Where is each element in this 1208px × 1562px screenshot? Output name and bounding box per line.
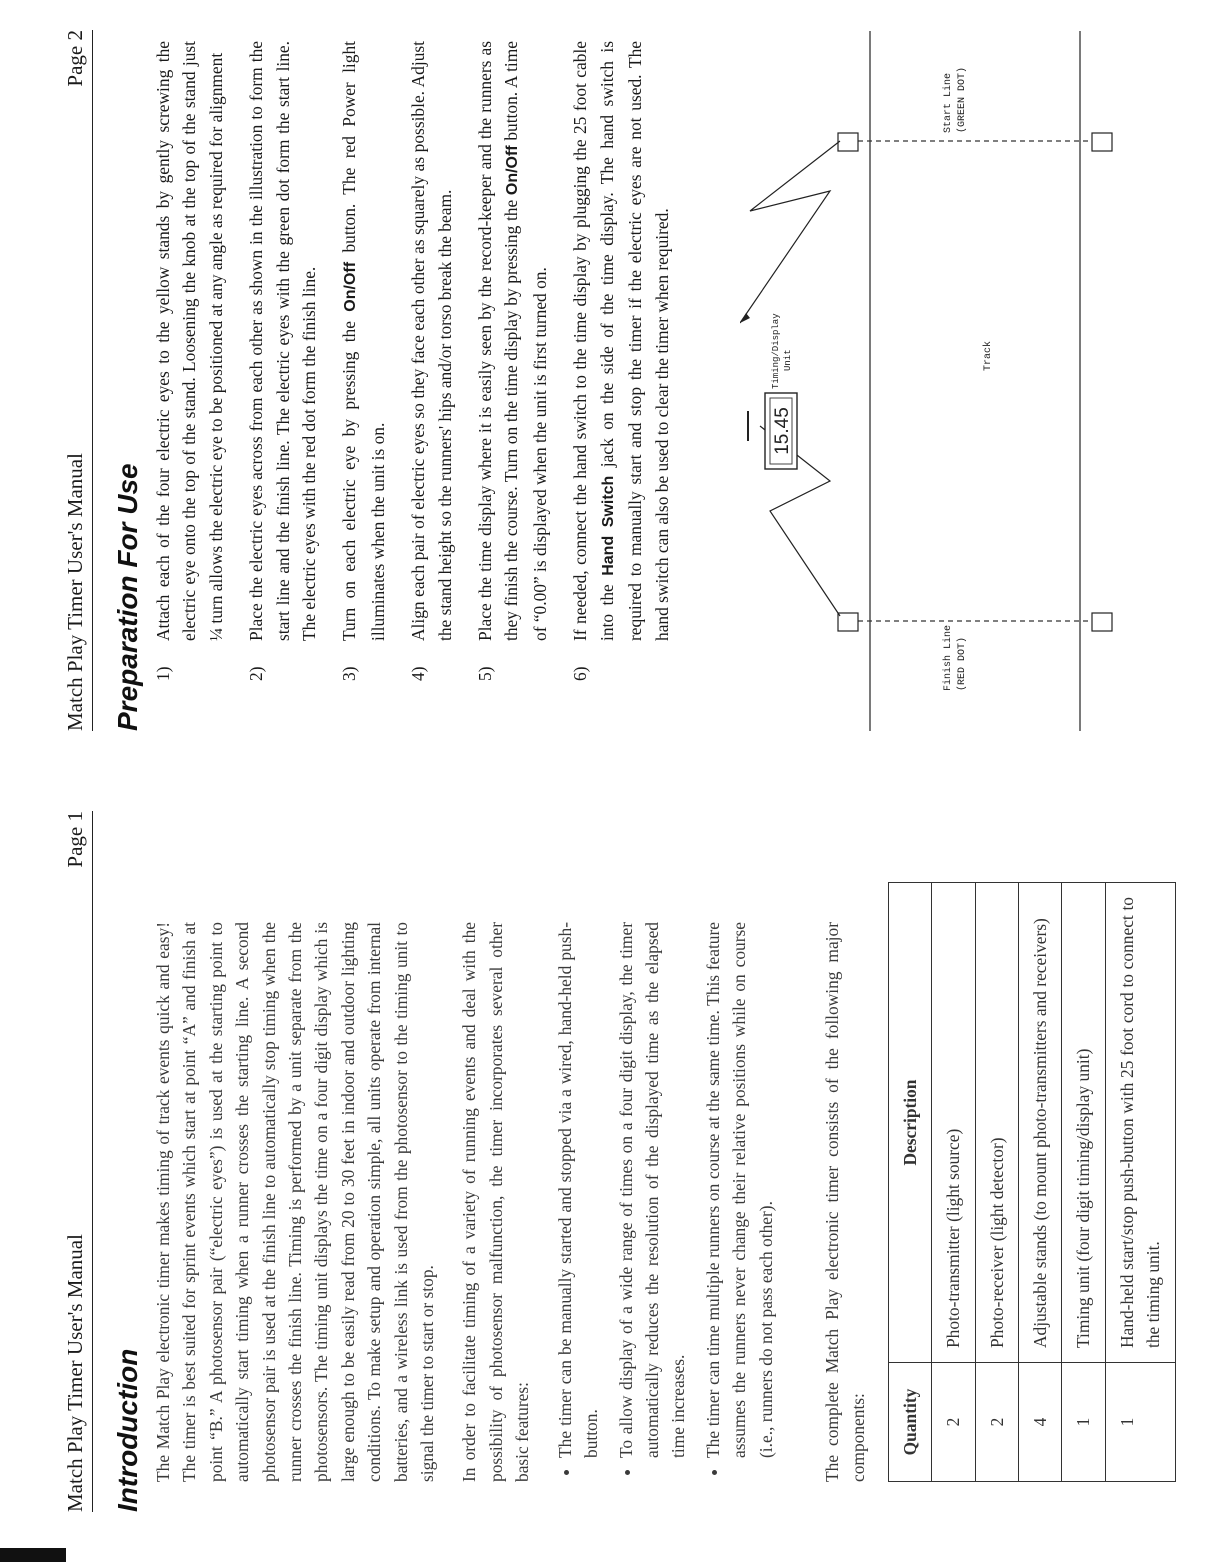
step-text: If needed, connect the hand switch to the time display by plugging the 25 foot cable into the	[570, 41, 617, 641]
section-title-introduction: Introduction	[112, 1348, 143, 1512]
step-item	[405, 41, 458, 681]
finish-line-label: Finish Line	[943, 624, 954, 691]
description-cell: Photo-receiver (light detector)	[975, 883, 1018, 1363]
page-number: Page 1	[63, 811, 87, 868]
step-number: 5)	[475, 666, 496, 681]
step-number: 2)	[246, 666, 267, 681]
header-title: Match Play Timer User's Manual	[63, 453, 87, 731]
arrow-head	[740, 313, 750, 323]
step-number: 1)	[153, 666, 173, 681]
scan-edge-mark	[0, 1548, 66, 1562]
intro-paragraph: In order to facilitate timing of a variety of running events and deal with the possibility of photosensor malfunction, the timer incorporates several other basic features:	[459, 922, 533, 1482]
feature-item: • The timer can be manually started and stopped via a wired, hand-held push-button.	[552, 922, 605, 1458]
page-number: Page 2	[63, 30, 87, 87]
feature-item: • To allow display of a wide range of times on a four digit display, the timer automatically reduces the resolution of the displayed time as the elapsed time increases.	[613, 922, 692, 1458]
step-item	[567, 41, 675, 681]
step-text: Attach each of the four electric eyes to the yellow stands by gently screwing the electric eye onto the top of the stand. Loosening the knob at the top of the stand just ¼ turn allows the electric eye to be positioned at any angle as required for alignment	[153, 41, 226, 641]
table-row	[975, 883, 1018, 1482]
finish-line-label: (RED DOT)	[957, 636, 968, 691]
button-name: On/Off	[504, 145, 522, 196]
step-text: Align each pair of electric eyes so they face each other as squarely as possible. Adjust the stand height so the runners' hips and/or torso break the beam.	[408, 41, 455, 641]
start-line-label: (GREEN DOT)	[957, 66, 968, 133]
table-row	[1018, 883, 1061, 1482]
jack-name: Hand Switch	[599, 475, 617, 576]
page-header	[58, 30, 93, 731]
header-title: Match Play Timer User's Manual	[63, 1234, 87, 1512]
step-text: button. The red Power light illuminates when the unit is on.	[339, 41, 388, 641]
step-text: Place the time display where it is easily seen by the record-keeper and the runners as they finish the course. Turn on the time display by pressing the	[475, 41, 522, 641]
step-item	[243, 41, 322, 681]
feature-list	[552, 922, 779, 1482]
description-cell: Hand-held start/stop push-button with 25 foot cord to connect to the timing unit.	[1105, 883, 1175, 1363]
finish-eye-bottom	[1092, 613, 1112, 631]
step-number: 6)	[570, 666, 591, 681]
step-number: 4)	[408, 666, 429, 681]
step-item	[150, 41, 229, 681]
start-eye-top	[838, 133, 858, 151]
table-row	[1062, 883, 1105, 1482]
step-number: 3)	[339, 666, 360, 681]
manual-page-1	[0, 781, 1208, 1562]
quantity-cell: 4	[1018, 1363, 1061, 1482]
step-text: Turn on each electric eye by pressing the	[339, 311, 360, 641]
page-header	[58, 811, 93, 1512]
track-setup-diagram	[740, 31, 1200, 731]
button-name: On/Off	[342, 261, 360, 312]
timing-unit-label: Unit	[783, 349, 793, 371]
description-cell: Timing unit (four digit timing/display unit)	[1062, 883, 1105, 1363]
description-header: Description	[888, 883, 931, 1363]
description-cell: Adjustable stands (to mount photo-transmitters and receivers)	[1018, 883, 1061, 1363]
step-item	[336, 41, 391, 681]
step-text: Place the electric eyes across from each other as shown in the illustration to form the start line and the finish line. The electric eyes with the green dot form the start line. The electric eyes with the red dot form the finish line.	[246, 41, 320, 641]
quantity-header: Quantity	[888, 1363, 931, 1482]
quantity-cell: 1	[1105, 1363, 1175, 1482]
start-line-label: Start Line	[943, 72, 954, 133]
step-text: jack on the side of the time display. The hand switch is required to manually start and stop the timer if the electric eyes are not used. The hand switch can also be used to clear the timer when required.	[596, 40, 672, 641]
intro-paragraph: The Match Play electronic timer makes timing of track events quick and easy! The timer is best suited for sprint events which start at point “A” and finish at point “B.” A photosensor pair (“electric eyes”) is used at the starting point to automatically start timing when a runner crosses the starting line. A second photosensor pair is used at the finish line to automatically stop timing when the runner crosses the finish line. Timing is performed by a unit separate from the photosensors. The timing unit displays the time on a four digit display which is large enough to be easily read from 20 to 30 feet in indoor and outdoor lighting conditions. To make setup and operation simple, all units operate from internal batteries, and a wireless link is used from the photosensor to the timing unit to signal the timer to start or stop.	[153, 922, 438, 1482]
start-wireless-link	[740, 141, 840, 323]
preparation-steps	[150, 41, 689, 681]
track-label: Track	[983, 340, 994, 372]
step-item	[472, 41, 553, 681]
quantity-cell: 2	[932, 1363, 975, 1482]
quantity-cell: 2	[975, 1363, 1018, 1482]
quantity-cell: 1	[1062, 1363, 1105, 1482]
table-row	[932, 883, 975, 1482]
finish-eye-top	[838, 613, 858, 631]
section-title-preparation: Preparation For Use	[112, 463, 143, 731]
step-text: button. A time of “0.00” is displayed when the unit is first turned on.	[501, 41, 550, 641]
display-digits: 15.45	[772, 407, 793, 455]
components-intro: The complete Match Play electronic timer consists of the following major components:	[821, 922, 869, 1482]
feature-item: • The timer can time multiple runners on course at the same time. This feature assumes the runners never change their relative positions while on course (i.e., runners do not pass each other).	[700, 922, 779, 1458]
start-eye-bottom	[1092, 133, 1112, 151]
introduction-body	[150, 897, 1176, 1482]
description-cell: Photo-transmitter (light source)	[932, 883, 975, 1363]
table-header-row	[888, 883, 931, 1482]
timing-unit-label: Timing/Display	[771, 313, 781, 389]
table-row	[1105, 883, 1175, 1482]
components-table	[888, 882, 1176, 1482]
